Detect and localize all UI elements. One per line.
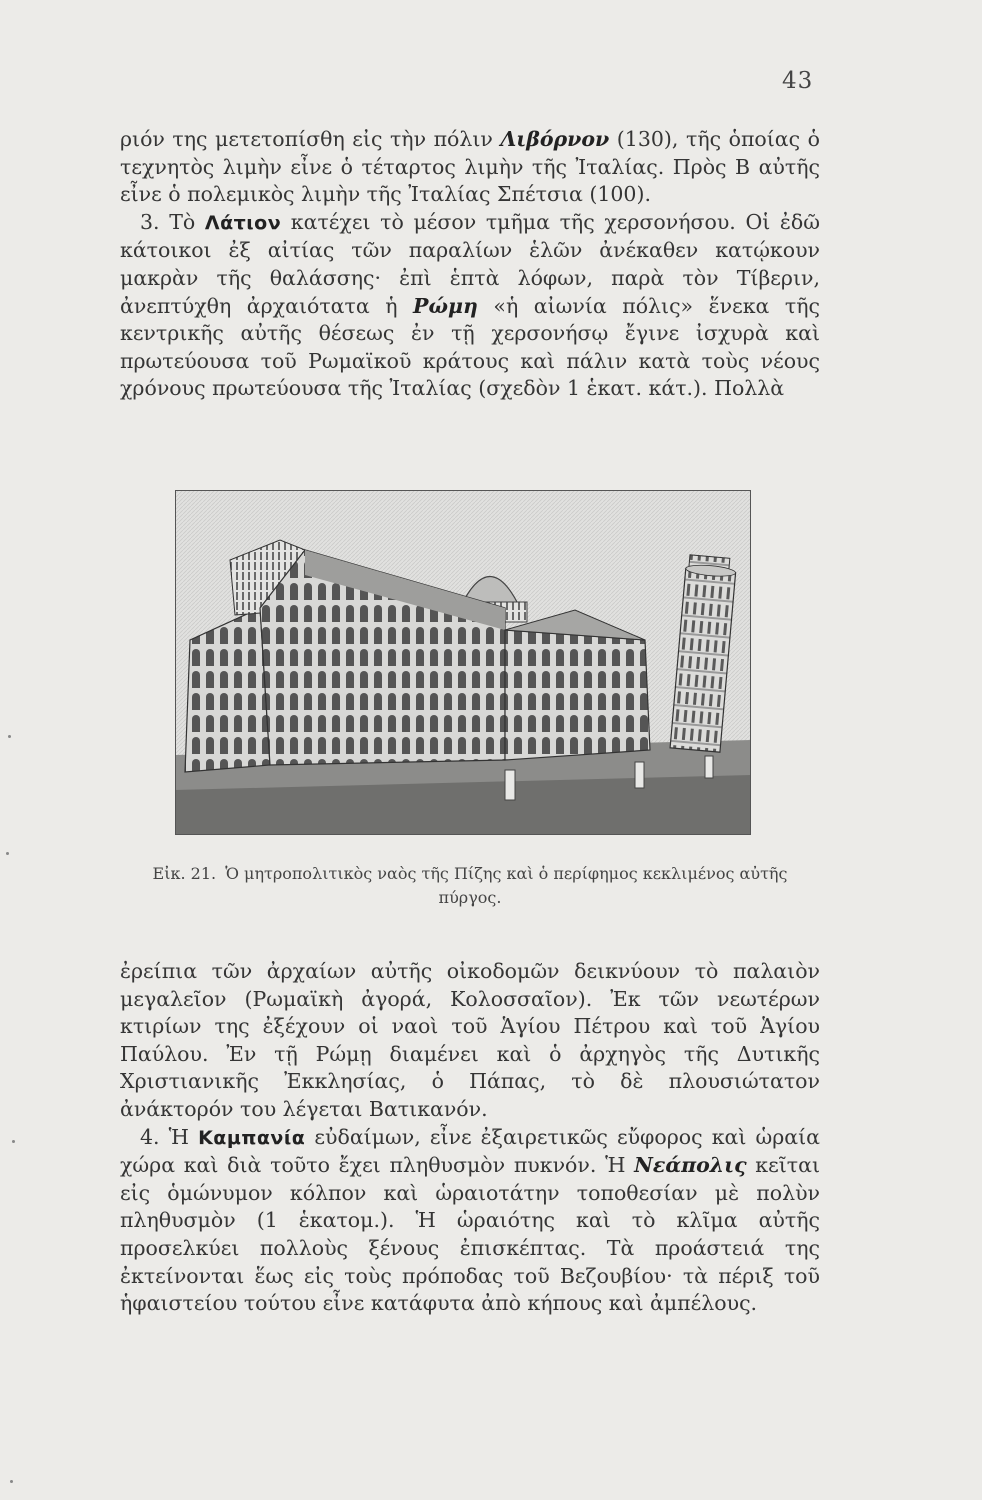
page-number: 43 (782, 68, 814, 94)
bottom-text-block (120, 958, 820, 1318)
paragraph-latium (120, 209, 820, 403)
place-name-livorno: Λιβόρνον (500, 127, 610, 151)
place-name-rome: Ρώμη (413, 293, 478, 318)
paper-speck (12, 1140, 15, 1143)
fence-post (635, 762, 644, 788)
figure-label: Εἰκ. 21. (152, 864, 217, 883)
pisa-cathedral-illustration (175, 490, 751, 835)
text-run: (130), τῆς ὁποίας ὁ τεχνητὸς λιμὴν εἶνε ὁ τέταρτος λιμὴν τῆς Ἰταλίας. Πρὸς Β αὐτῆς εἶνε ὁ πολεμικὸς λιμὴν τῆς Ἰταλίας Σπέτσια (100). (120, 127, 820, 207)
place-name-naples: Νεάπολις (634, 1153, 747, 1178)
text-run: εὐδαίμων, εἶνε ἐξαιρετικῶς εὔφορος καὶ ὡραία χώρα καὶ διὰ τοῦτο ἔχει πληθυσμὸν πυκνόν. Ἡ (120, 1124, 820, 1178)
fence-post (505, 770, 515, 800)
paper-speck (8, 735, 11, 738)
top-text-block (120, 126, 820, 403)
text-run: 3. Τὸ (140, 209, 205, 234)
text-run: κατέχει τὸ μέσον τμῆμα τῆς χερσονήσου. Οἱ ἐδῶ κάτοικοι ἐξ αἰτίας τῶν παραλίων ἑλῶν ἀνέκαθεν κατῴκουν μακρὰν τῆς θαλάσσης· ἐπὶ ἑπτὰ λόφων, παρὰ τὸν Τίβεριν, ἀνεπτύχθη ἀρχαιότατα ἡ (120, 209, 820, 318)
text-run: κεῖται εἰς ὁμώνυμον κόλπον καὶ ὡραιοτάτην τοποθεσίαν μὲ πολὺν πληθυσμὸν (1 ἑκατομ.). Ἡ ὡραιότης καὶ τὸ κλῖμα αὐτῆς προσελκύει πολλοὺς ξένους ἐπισκέπτας. Τὰ προάστειά της ἐκτείνονται ἕως εἰς τοὺς πρόποδας τοῦ Βεζουβίου· τὰ πέριξ τοῦ ἡφαιστείου τούτου εἶνε κατάφυτα ἀπὸ κήπους καὶ ἀμπέλους. (120, 1153, 820, 1316)
figure-pisa-cathedral-photo (175, 490, 751, 835)
paper-speck (10, 1480, 13, 1483)
paragraph-livorno (120, 126, 820, 209)
figure-caption-text: Ὁ μητροπολιτικὸς ναὸς τῆς Πίζης καὶ ὁ περίφημος κεκλιμένος αὐτῆς πύργος. (225, 864, 788, 907)
text-run: 4. Ἡ (140, 1124, 199, 1149)
region-name-campania: Καμπανία (198, 1126, 306, 1149)
paragraph-campania (120, 1124, 820, 1318)
region-name-latium: Λάτιον (204, 211, 282, 234)
figure-caption (150, 862, 790, 910)
text-run: ἐρείπια τῶν ἀρχαίων αὐτῆς οἰκοδομῶν δεικνύουν τὸ παλαιὸν μεγαλεῖον (Ρωμαϊκὴ ἀγορά, Κολοσσαῖον). Ἐκ τῶν νεωτέρων κτιρίων της ἐξέχουν οἱ ναοὶ τοῦ Ἁγίου Πέτρου καὶ τοῦ Ἁγίου Παύλου. Ἐν τῇ Ρώμῃ διαμένει καὶ ὁ ἀρχηγὸς τῆς Δυτικῆς Χριστιανικῆς Ἐκκλησίας, ὁ Πάπας, τὸ δὲ πλουσιώτατον ἀνάκτορόν του λέγεται Βατικανόν. (120, 959, 820, 1121)
text-run: «ἡ αἰωνία πόλις» ἕνεκα τῆς κεντρικῆς αὐτῆς θέσεως ἐν τῇ χερσονήσῳ ἔγινε ἰσχυρὰ καὶ πρωτεύουσα τοῦ Ρωμαϊκοῦ κράτους καὶ πάλιν κατὰ τοὺς νέους χρόνους πρωτεύουσα τῆς Ἰταλίας (σχεδὸν 1 ἑκατ. κάτ.). Πολλὰ (120, 293, 820, 401)
fence-post (705, 756, 713, 778)
cathedral-transept (505, 630, 650, 760)
paper-speck (6, 852, 9, 855)
paragraph-rome-ruins (120, 958, 820, 1124)
text-run: ριόν της μετετοπίσθη εἰς τὴν πόλιν (120, 127, 501, 151)
